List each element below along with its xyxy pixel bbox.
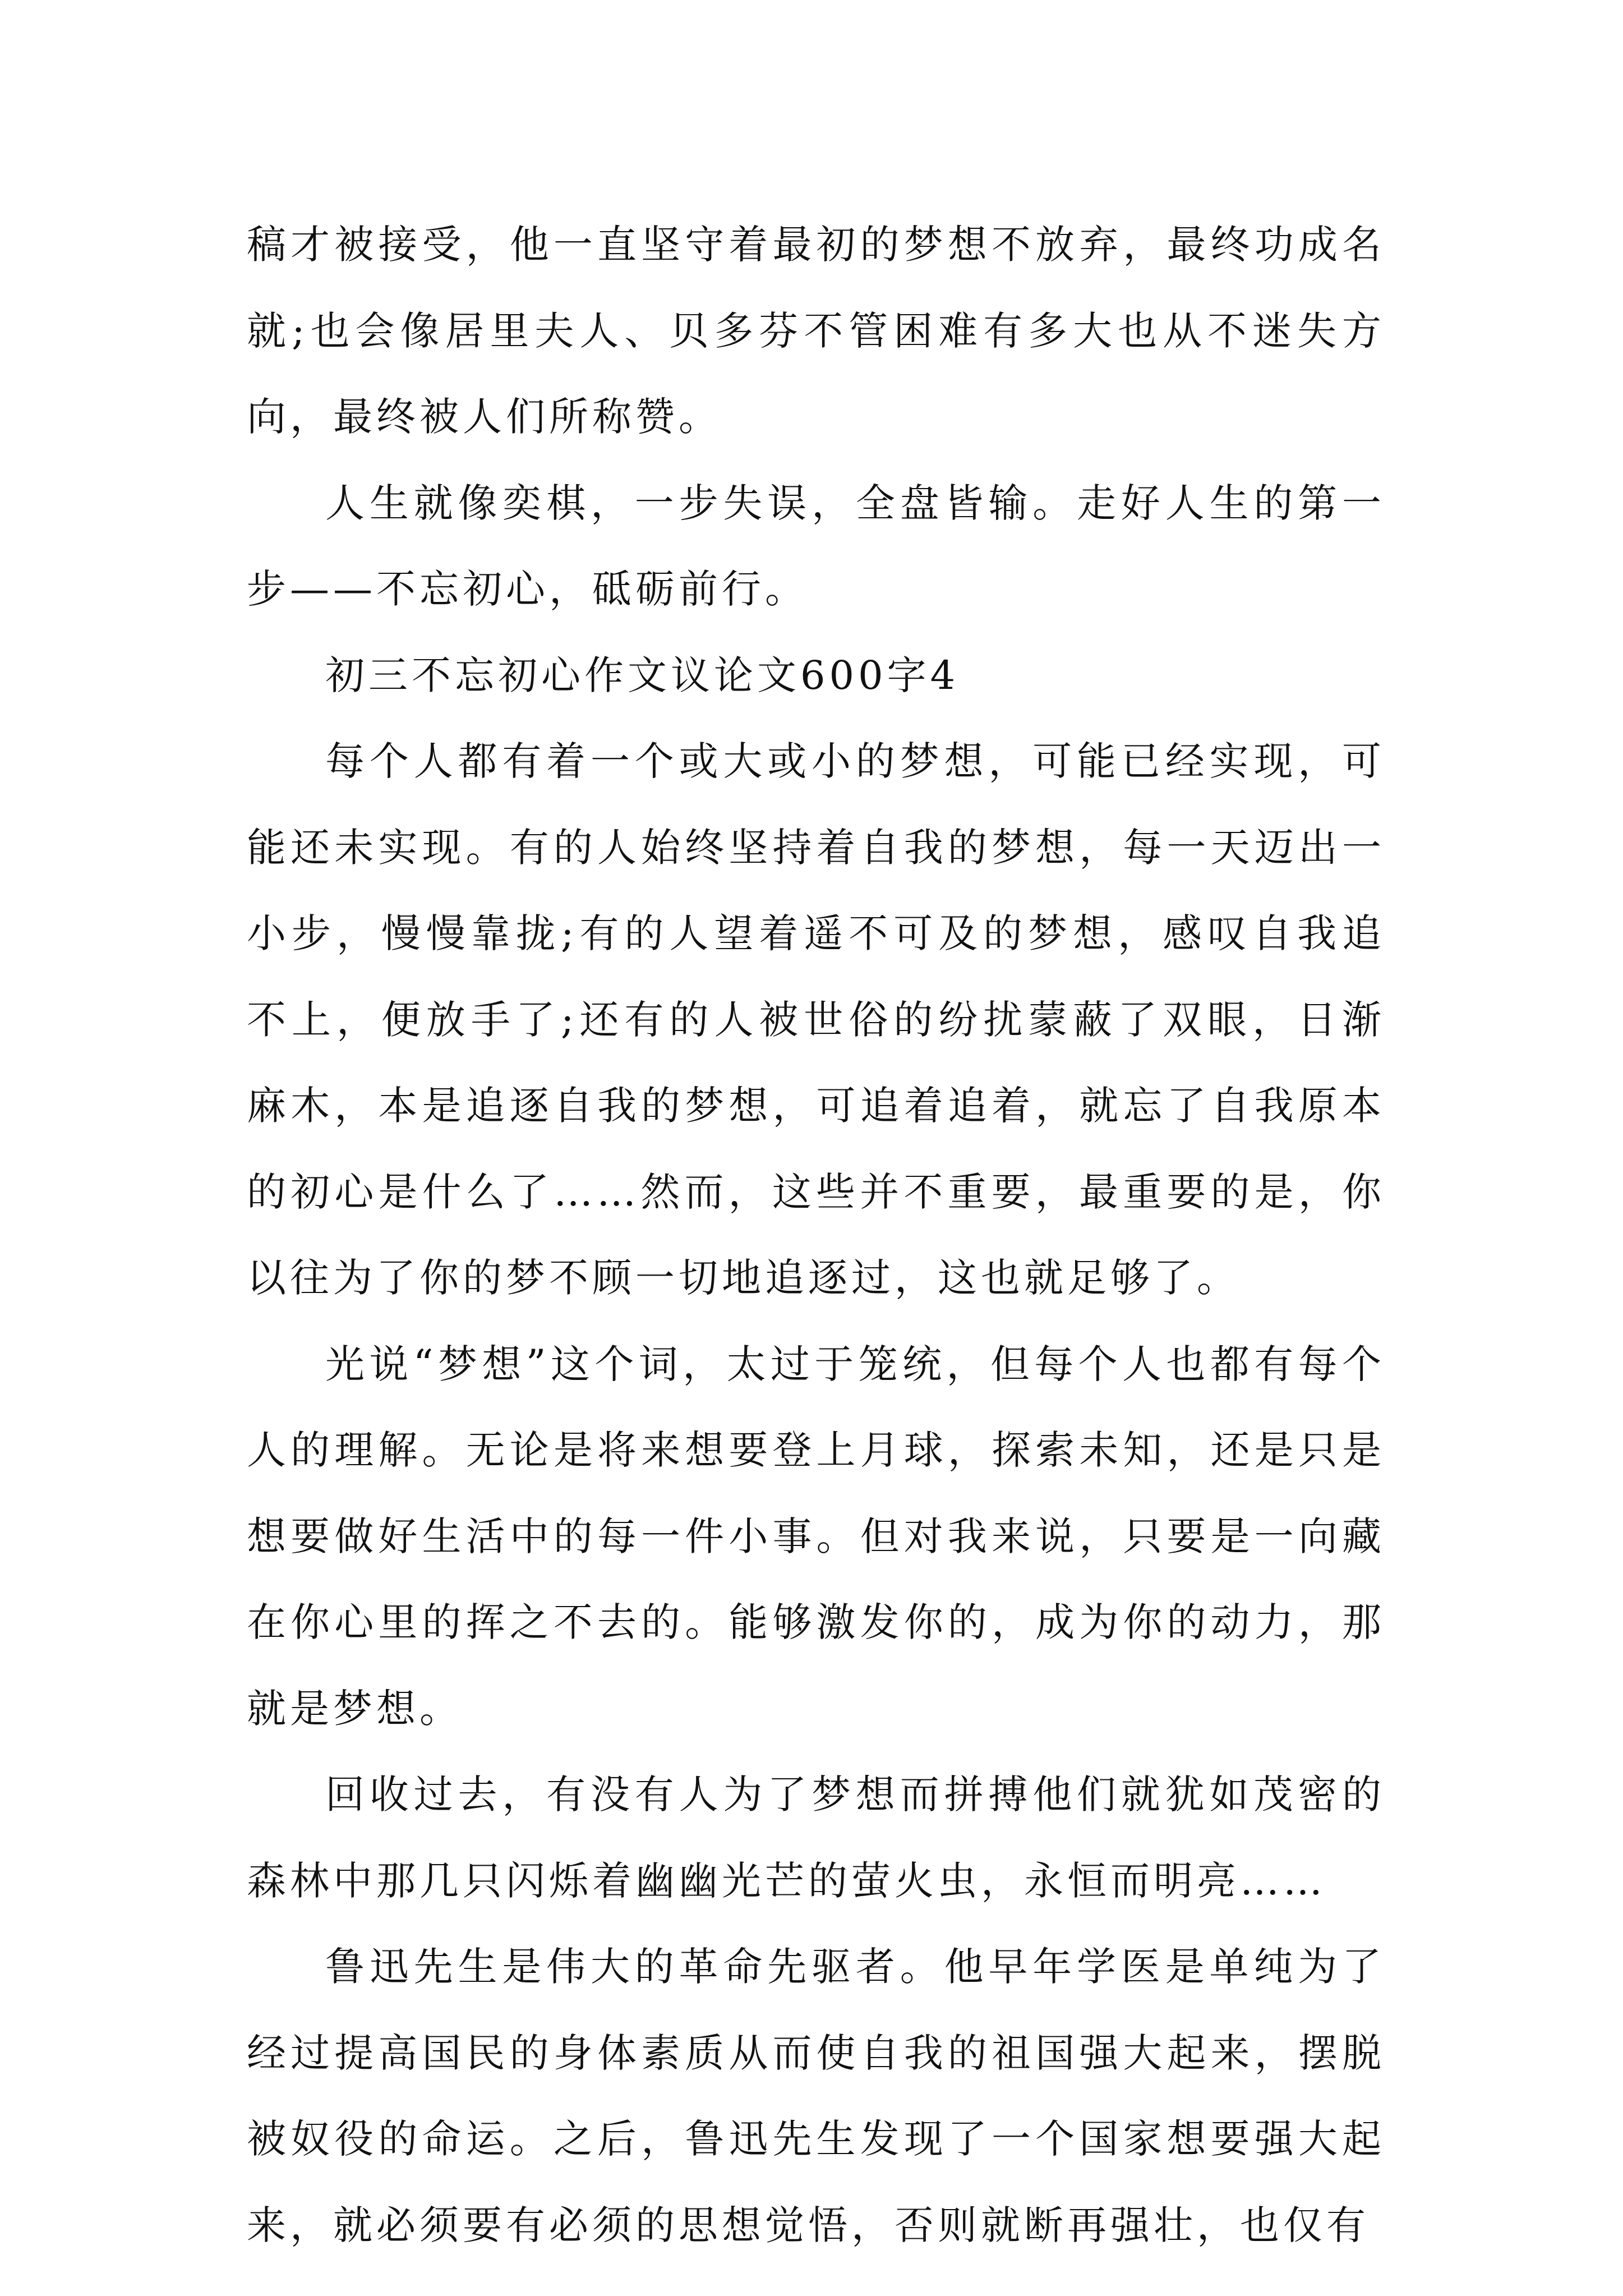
paragraph-continuation: 稿才被接受，他一直坚守着最初的梦想不放弃，最终功成名就;也会像居里夫人、贝多芬不管困难有多大也从不迷失方向，最终被人们所称赞。 xyxy=(247,222,1385,440)
paragraph-dreams-intro: 每个人都有着一个或大或小的梦想，可能已经实现，可能还未实现。有的人始终坚持着自我的梦想，每一天迈出一小步，慢慢靠拢;有的人望着遥不可及的梦想，感叹自我追不上，便放手了;还有的人被世俗的纷扰蒙蔽了双眼，日渐麻木，本是追逐自我的梦想，可追着追着，就忘了自我原本的初心是什么了……然而，这些并不重要，最重要的是，你以往为了你的梦不顾一切地追逐过，这也就足够了。 xyxy=(247,738,1385,1301)
essay-title: 初三不忘初心作文议论文600字4 xyxy=(325,652,960,698)
document-body xyxy=(247,202,1385,2269)
paragraph-fireflies: 回收过去，有没有人为了梦想而拼搏他们就犹如茂密的森林中那几只闪烁着幽幽光芒的萤火虫，永恒而明亮…… xyxy=(247,1772,1385,1904)
paragraph-lu-xun: 鲁迅先生是伟大的革命先驱者。他早年学医是单纯为了经过提高国民的身体素质从而使自我的祖国强大起来，摆脱被奴役的命运。之后，鲁迅先生发现了一个国家想要强大起来，就必须要有必须的思想觉悟，否则就断再强壮，也仅有 xyxy=(247,1944,1385,2248)
paragraph-chess-metaphor: 人生就像奕棋，一步失误，全盘皆输。走好人生的第一步——不忘初心，砥砺前行。 xyxy=(247,480,1385,612)
paragraph-dream-definition: 光说“梦想”这个词，太过于笼统，但每个人也都有每个人的理解。无论是将来想要登上月球，探索未知，还是只是想要做好生活中的每一件小事。但对我来说，只要是一向藏在你心里的挥之不去的。能够激发你的，成为你的动力，那就是梦想。 xyxy=(247,1341,1385,1732)
